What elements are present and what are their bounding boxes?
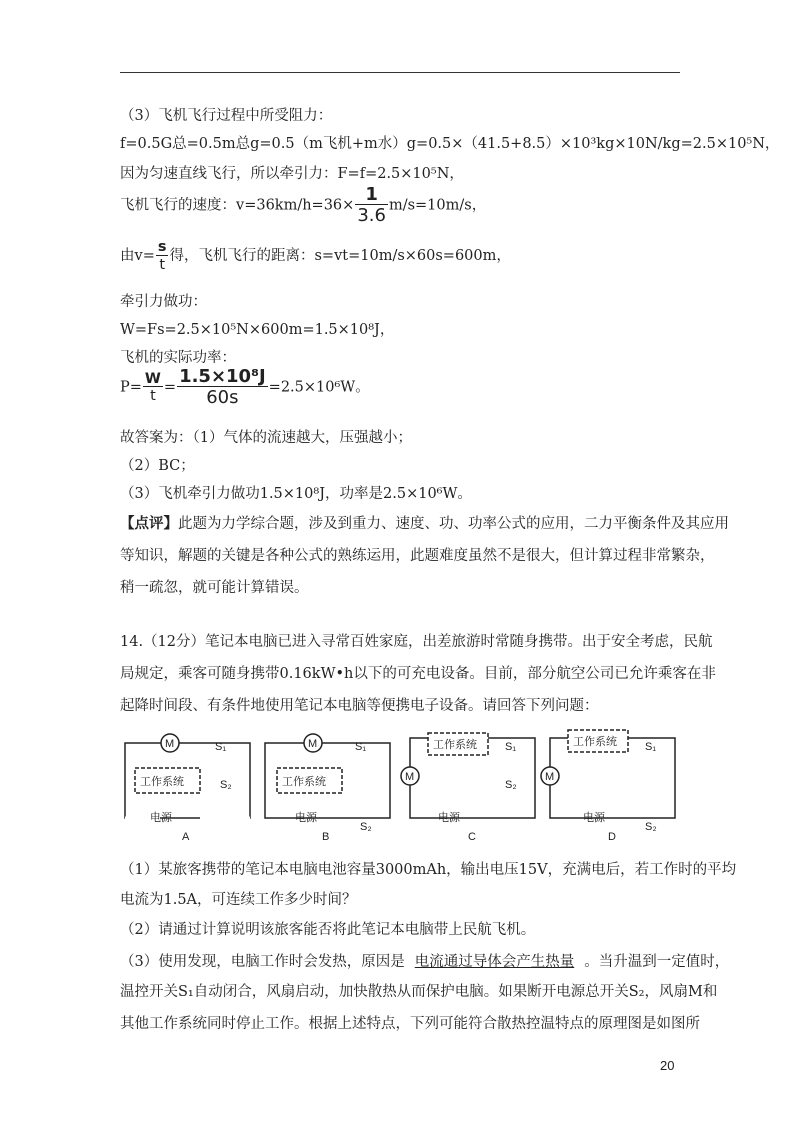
comment-line-1 [120,512,729,533]
q14-line-2: 局规定，乘客可随身携带0.16kW•h以下的可充电设备。目前，部分航空公司已允许乘客在非 [120,666,716,682]
motor-label: M [165,738,175,750]
power-label: 电源 [295,812,317,824]
power-title: 飞机的实际功率： [120,350,236,366]
distance-line [120,240,511,272]
circuit-diagrams [120,728,680,843]
power-label: 电源 [438,812,460,824]
dist-den: t [159,256,165,273]
sub2-line: （2）请通过计算说明该旅客能否将此笔记本电脑带上民航飞机。 [120,922,536,938]
speed-prefix: 飞机飞行的速度：v=36km/h=36× [120,197,355,214]
sub1-line-a: （1）某旅客携带的笔记本电脑电池容量3000mAh，输出电压15V，充满电后，若工作时的平均 [120,862,737,878]
q14-line-1: 14.（12分）笔记本电脑已进入寻常百姓家庭，出差旅游时常随身携带。出于安全考虑，民航 [120,634,713,650]
label-a: A [182,831,190,843]
power-fraction-2 [177,368,268,407]
sub3-line-a [120,950,729,971]
power-prefix: P= [120,379,142,396]
speed-fraction [355,186,388,225]
p3-balance-text: 因为匀速直线飞行，所以牵引力：F=f=2.5×10⁵N， [120,166,464,182]
comment-line-2: 等知识，解题的关键是各种公式的熟练运用，此题难度虽然不是很大，但计算过程非常繁杂， [120,548,715,564]
answer-title: 故答案为：（1）气体的流速越大，压强越小； [120,430,412,446]
power-den2: 60s [206,387,239,408]
power-num2: 1.5×10⁸J [179,366,266,387]
sub3-pre: （3）使用发现，电脑工作时会发热，原因是 [120,954,405,970]
sub1-line-b: 电流为1.5A，可连续工作多少时间？ [120,892,357,908]
motor-label: M [405,771,415,783]
s2-label: S₂ [360,821,372,833]
dist-suffix: 得，飞机飞行的距离：s=vt=10m/s×60s=600m， [169,248,511,264]
power-num1: W [144,370,161,387]
comment-text-1: 此题为力学综合题，涉及到重力、速度、功、功率公式的应用，二力平衡条件及其应用 [178,516,729,532]
sub3-line-b: 温控开关S₁自动闭合，风扇启动，加快散热从而保护电脑。如果断开电源总开关S₂，风扇M和 [120,984,718,1000]
s1-label: S₁ [355,741,367,753]
speed-line [120,186,486,225]
label-b: B [322,831,330,843]
speed-suffix: m/s=10m/s， [388,197,487,214]
page-number: 20 [660,1058,675,1073]
s1-label: S₁ [645,741,657,753]
dist-fraction [156,240,169,272]
sub3-post: 。当升温到一定值时， [584,954,730,970]
s1-label: S₁ [505,741,517,753]
work-title: 牵引力做功： [120,294,207,310]
power-den1: t [150,388,156,404]
label-d: D [608,831,616,843]
comment-line-3: 稍一疏忽，就可能计算错误。 [120,580,309,596]
s1-label: S₁ [215,741,227,753]
power-fraction-1 [143,372,163,404]
sub3-answer-blank: 电流通过导体会产生热量 [414,954,575,970]
sub3-line-c: 其他工作系统同时停止工作。根据上述特点，下列可能符合散热控温特点的原理图是如图所 [120,1016,700,1032]
answer-3: （3）飞机牵引力做功1.5×10⁸J，功率是2.5×10⁶W。 [120,486,472,502]
dist-num: s [157,239,167,255]
comment-tag: 【点评】 [120,515,178,532]
header-rule [120,72,680,73]
work-system-label: 工作系统 [433,739,477,751]
dist-prefix: 由v= [120,248,155,264]
label-c: C [468,831,476,843]
p3-resistance-equation: f=0.5G总=0.5m总g=0.5（m飞机+m水）g=0.5×（41.5+8.5）×10³kg×10N/kg=2.5×10⁵N， [120,136,780,152]
speed-num: 1 [355,186,388,205]
speed-den: 3.6 [357,205,386,226]
answer-2: （2）BC； [120,458,195,474]
s2-label: S₂ [645,821,657,833]
power-suffix: =2.5×10⁶W。 [268,379,370,396]
work-system-label: 工作系统 [573,736,617,748]
q14-line-3: 起降时间段、有条件地使用笔记本电脑等便携电子设备。请回答下列问题： [120,698,599,714]
work-system-label: 工作系统 [282,776,326,788]
motor-label: M [545,771,555,783]
work-equation: W=Fs=2.5×10⁵N×600m=1.5×10⁸J， [120,322,395,338]
s2-label: S₂ [220,779,232,791]
power-label: 电源 [150,812,172,824]
power-label: 电源 [583,812,605,824]
s2-label: S₂ [505,779,517,791]
power-line [120,368,370,407]
motor-label: M [308,738,318,750]
work-system-label: 工作系统 [140,776,184,788]
power-eq: = [163,379,177,396]
p3-title: （3）飞机飞行过程中所受阻力： [120,108,333,124]
